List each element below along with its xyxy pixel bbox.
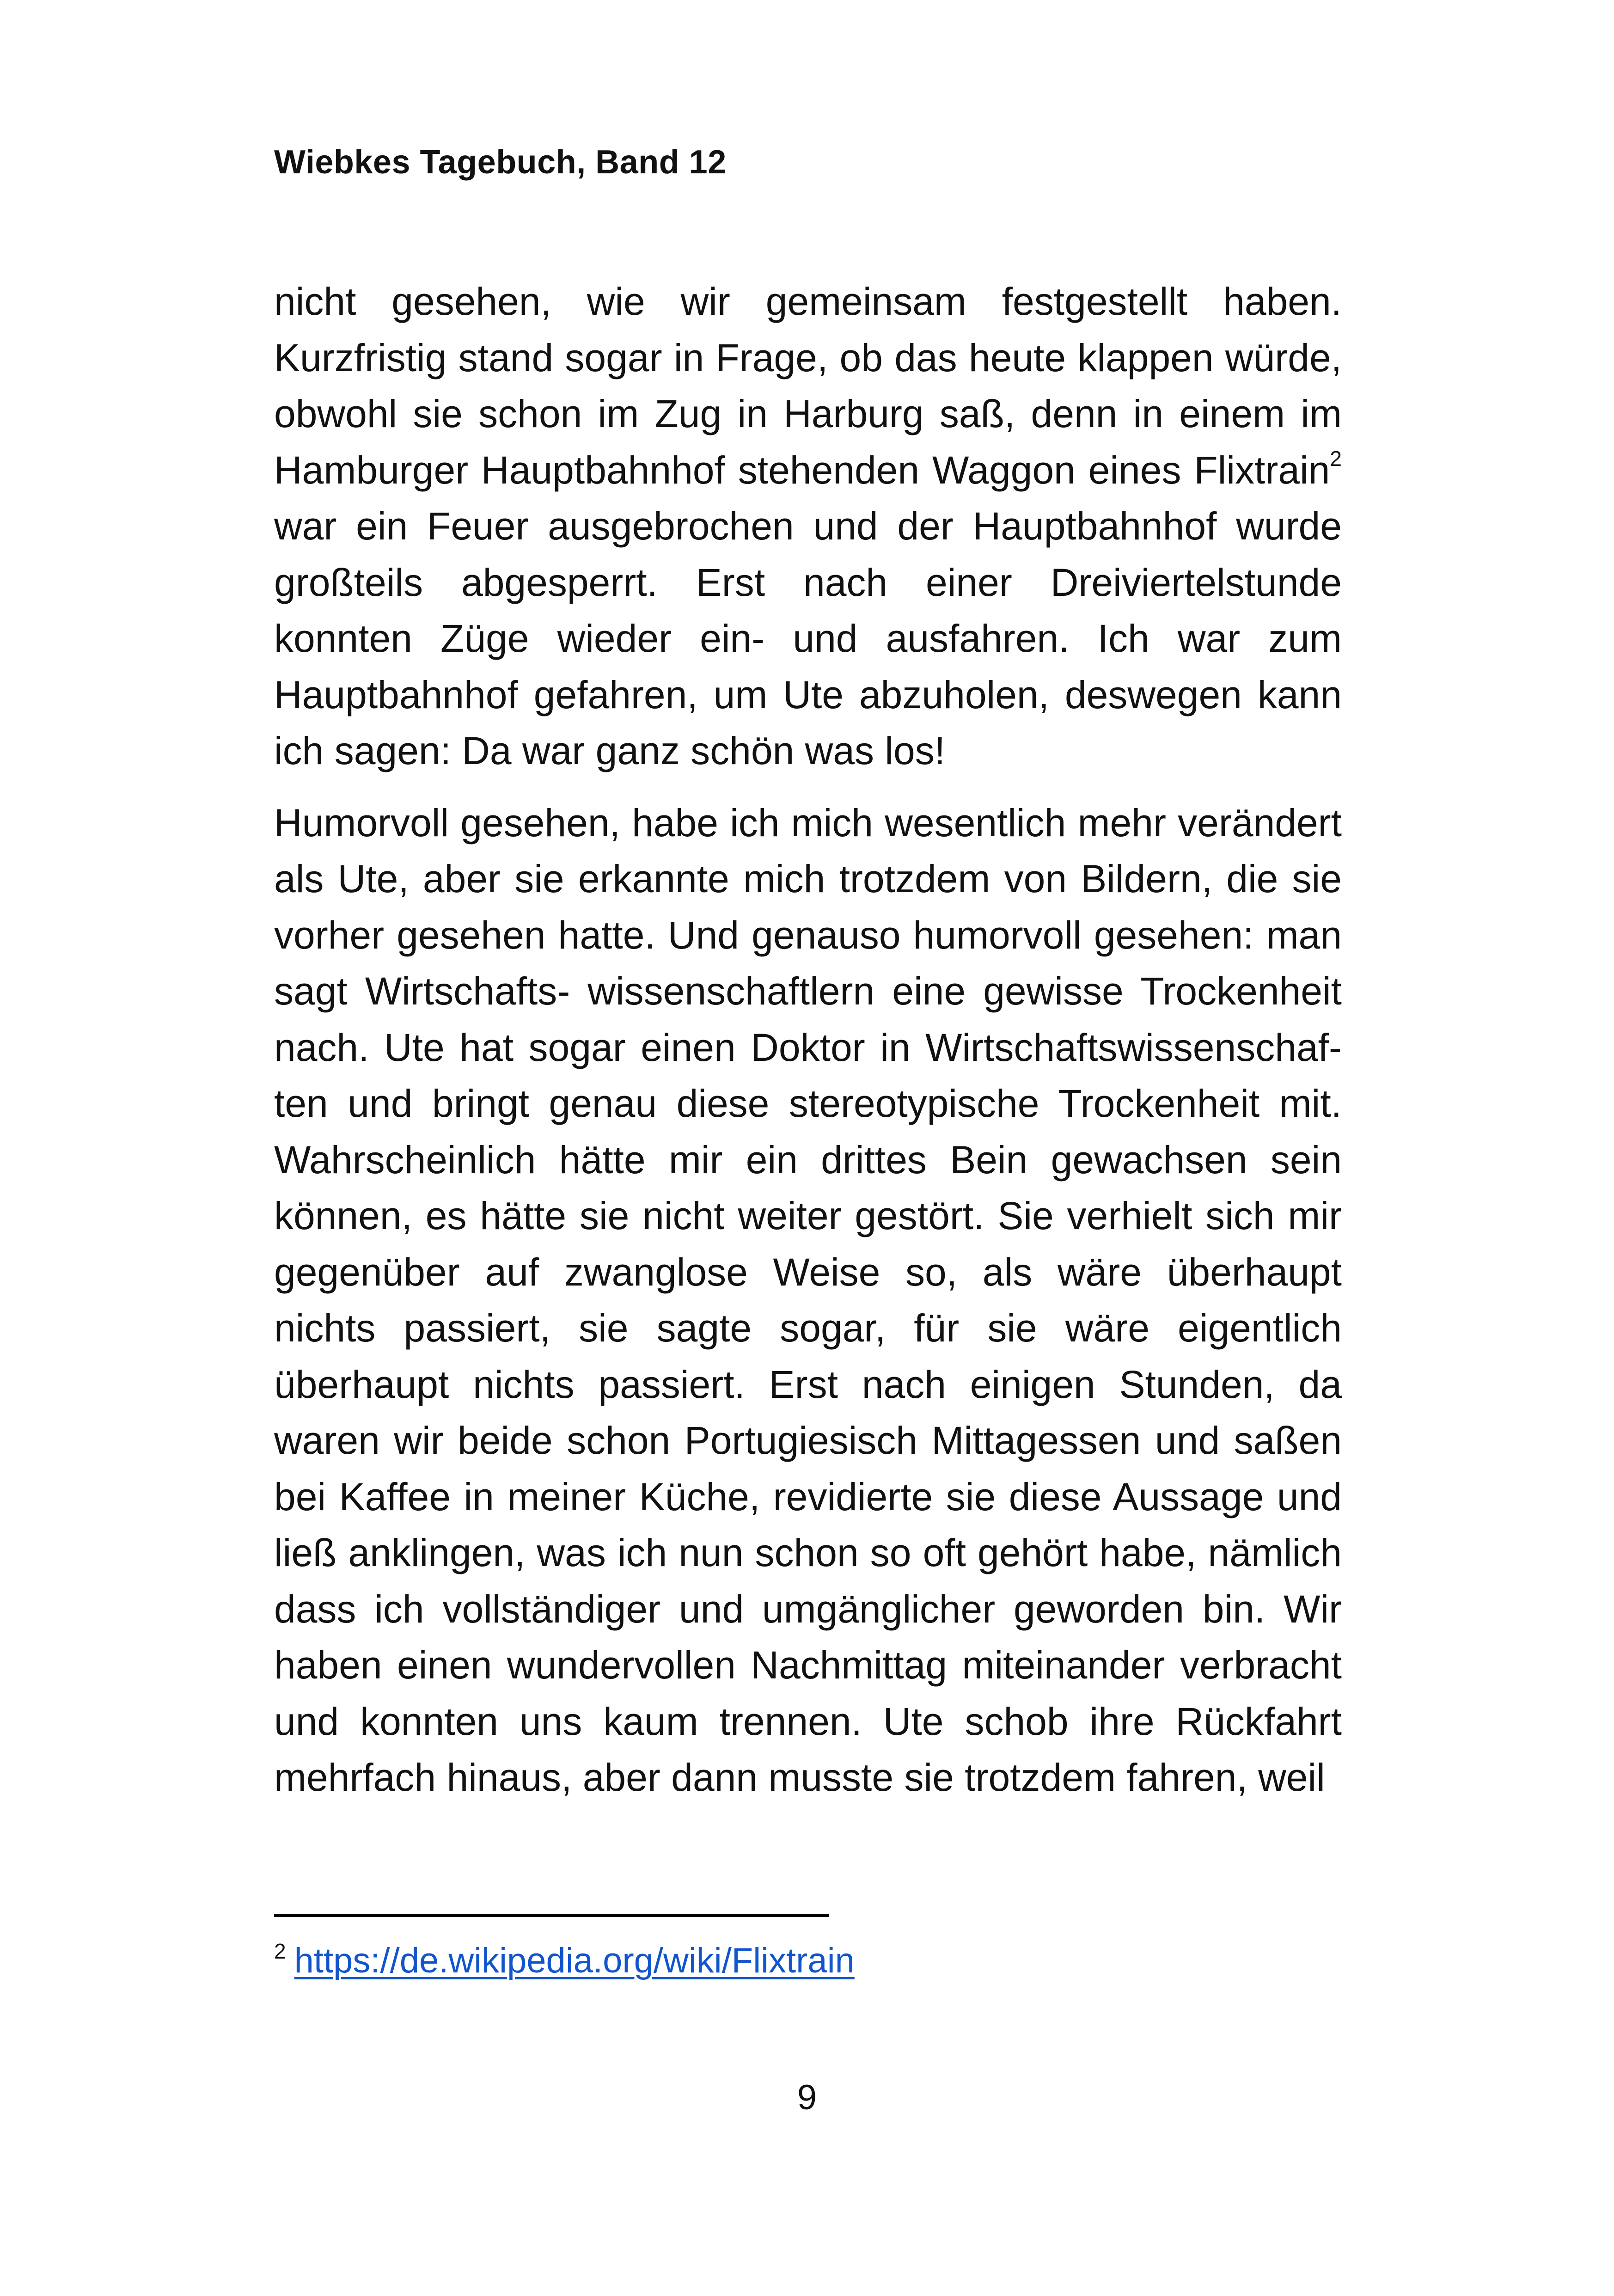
page-number: 9 [797,2078,817,2117]
paragraph-1-text-start: nicht gesehen, wie wir gemeinsam festgestellt haben. Kurzfristig stand sogar in Frage, ob das heute klappen würde, obwohl sie schon im Zug in Harburg saß, denn in einem im Hamburger Hauptbahnhof stehenden Waggon eines Flixtrain [274,280,1342,492]
paragraph-2: Humorvoll gesehen, habe ich mich wesentlich mehr verändert als Ute, aber sie erkannte mich trotzdem von Bildern, die sie vorher gesehen hatte. Und genauso humorvoll gesehen: man sagt Wirtschafts- wissenschaftlern eine gewisse Trockenheit nach. Ute hat sogar einen Doktor in Wirtschaftswissenschaften und bringt genau diese stereotypische Trockenheit mit. Wahrscheinlich hätte mir ein drittes Bein gewachsen sein können, es hätte sie nicht weiter gestört. Sie verhielt sich mir gegenüber auf zwanglose Weise so, als wäre überhaupt nichts passiert, sie sagte sogar, für sie wäre eigentlich überhaupt nichts passiert. Erst nach einigen Stunden, da waren wir beide schon Portugiesisch Mittagessen und saßen bei Kaffee in meiner Küche, revidierte sie diese Aussage und ließ anklingen, was ich nun schon so oft gehört habe, nämlich dass ich vollständiger und umgänglicher geworden bin. Wir haben einen wundervollen Nachmittag miteinander verbracht und konnten uns kaum trennen. Ute schob ihre Rückfahrt mehrfach hinaus, aber dann musste sie trotzdem fahren, weil [274,801,1342,1799]
footnote [274,1940,855,1982]
footnote-link[interactable]: https://de.wikipedia.org/wiki/Flixtrain [294,1941,855,1980]
running-header-title: Wiebkes Tagebuch, Band 12 [274,144,727,181]
footnote-reference-marker[interactable]: 2 [1330,446,1342,471]
footnote-number: 2 [274,1939,286,1963]
paragraph-1 [274,274,1342,779]
body-text [274,274,1342,1806]
footnote-separator [274,1914,829,1917]
paragraph-1-text-end: war ein Feuer ausgebrochen und der Hauptbahnhof wurde großteils abgesperrt. Erst nach einer Dreiviertelstunde konnten Züge wieder ein- und ausfahren. Ich war zum Hauptbahnhof gefahren, um Ute abzuholen, deswegen kann ich sagen: Da war ganz schön was los! [274,504,1342,772]
